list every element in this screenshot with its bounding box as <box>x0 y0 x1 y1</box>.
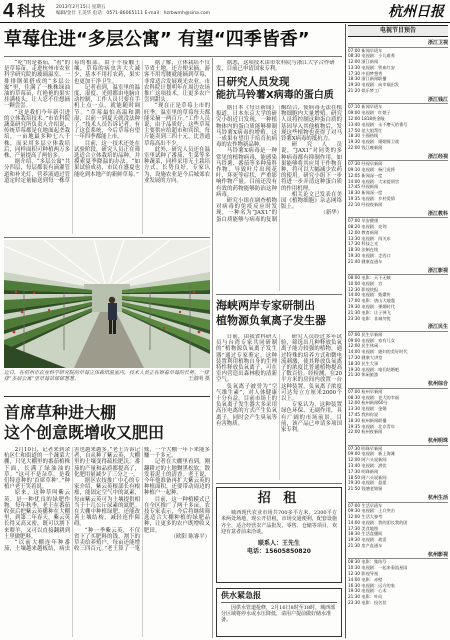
tv-program: 18:30 法制在线 <box>348 247 379 253</box>
haixia-headline-line-1: 海峡两岸专家研制出 <box>216 299 315 312</box>
paragraph: 此外，研究人员还在温室里试种了番茄、生菜等多种蔬菜，同样采用无土栽培方式，长势良好。专家认为，设施农业是今后城郊农业发展的方向。 <box>144 146 210 184</box>
tv-program: 12:00 1818黄金眼 <box>348 115 385 121</box>
tv-program: 08:30 电视剧：老大的幸福 <box>348 394 400 400</box>
tv-program: 08:00 电影：天下无贼 <box>348 275 391 280</box>
tv-program: 21:50 钱塘老娘舅 <box>348 486 383 492</box>
headline-rule <box>4 56 342 57</box>
page-header <box>0 0 450 23</box>
tv-program: 17:45 我和你说 <box>348 411 379 417</box>
tv-program: 14:00 电影：赤壁 <box>348 576 383 582</box>
caption-text: 近日，在杭州市农业科学研究院的草莓立体栽培温室内，技术人员正在察看草莓的长势。一排排“多层公寓”里草莓苗郁郁葱葱。 <box>4 370 210 383</box>
ad-top-rule <box>216 483 342 484</box>
tv-program: 14:00 电视剧：甄嬛传 <box>348 292 391 298</box>
tv-program: 19:30 电视剧：战雷 <box>348 537 387 543</box>
tv-program: 12:05 新闻深一度 <box>348 172 383 178</box>
paragraph: 研究小组在调查植物对病毒的免疫反应时发现，一种名为“JAX1”的蛋白质能够与病毒的复制酶结合，使病毒无法在植物细胞内大量增殖。研究人员将控制这种蛋白质的基因导入其他植物后，发现这些植物也获得了对马铃薯X病毒的抵抗力。 <box>216 105 342 223</box>
japan-headline-line-1: 日研究人员发现 <box>216 76 290 88</box>
tv-channel-name: 浙江经视 <box>348 154 448 162</box>
tv-channel-name: 浙江教科 <box>348 211 448 219</box>
tv-channel-name: 杭州生活 <box>348 495 448 503</box>
tv-program: 21:30 房产直通车 <box>348 543 383 549</box>
tv-program: 13:40 电视剧：潜伏 <box>348 463 387 469</box>
column-divider <box>212 58 213 638</box>
paragraph: 研究人员说，“JAX1”对同类的多种病毒都有抑制作用，如果能够将其应用于作物育种，将可以大幅减少农药的使用。研究小组下一步将进一步弄清这种蛋白质的作用机理。 <box>281 142 342 192</box>
tv-program: 21:30 休闲旅游 <box>348 372 379 378</box>
paragraph: 目前，这一技术还处在试验阶段，研究人员正在筛选适合立体栽培的品种，并摸索夏季降温的办法。“如果试验成功，市民在盛夏也能吃到本地产的新鲜草莓。” <box>74 140 140 178</box>
grass-byline: （欧阳 陈睿平） <box>170 533 210 540</box>
tv-program: 19:30 电视剧：向幸福出发 <box>348 82 400 88</box>
japan-bottom-rule <box>216 294 342 295</box>
tv-program: 12:00 民生休闲 <box>348 343 379 349</box>
tv-program: 09:10 电视剧：杨门虎将 <box>348 167 395 173</box>
tv-channel-name: 杭州影视 <box>348 552 448 560</box>
paragraph: 目前，这一种植模式已在全区推广了两千多亩。农技专家表示，今后将继续筛选适合大棚种植的绿肥品种，让更多的农户既增收又肥田。 <box>144 496 210 534</box>
tv-channel-block <box>348 40 448 94</box>
paragraph: 研究人员经过多年试验，筛选出几种释放负氧离子能力较强的植物，通过特殊的培养方式和微电流刺激，使其释放负氧离子的浓度比普通植物提高了数百倍。经检测，在20平方米的房间内放置一台这种装置，负氧离子浓度可达每立方厘米2000个以上。 <box>281 334 342 403</box>
ad-contact: 联系人：王先生 <box>257 539 300 547</box>
tv-program: 21:20 娱乐梦工厂 <box>348 88 383 94</box>
tv-program: 13:30 电视剧：铁血红安 <box>348 64 395 70</box>
paragraph: 马铃薯X病毒是一种常见的植物病毒，能感染马铃薯、番茄等多种茄科作物，导致叶片出现花叶、坏死等症状，严重影响作物产量。目前还没有有效的药物能够防治这种病毒。 <box>216 148 277 198</box>
haixia-headline-line-2: 植物源负氧离子发生器 <box>216 314 326 327</box>
tv-program: 21:30 电影：叶问 <box>348 594 383 600</box>
tv-channel-block <box>348 154 448 208</box>
tv-program: 18:30 浙江新闻联播 <box>348 76 387 82</box>
tv-program: 22:00 杭州夜新闻 <box>348 429 383 435</box>
photo-top-rule <box>4 237 210 238</box>
tv-program: 08:30 电视剧：小儿难养 <box>348 53 395 59</box>
photo-caption <box>4 370 210 390</box>
tv-program: 07:00 早安健康 <box>348 218 379 224</box>
tv-program: 18:30 民生大事 <box>348 360 379 366</box>
tv-program: 12:00 生活大参考 <box>348 514 383 520</box>
grass-article-body <box>4 447 210 637</box>
tv-channel-name: 浙江民生 <box>348 324 448 332</box>
paragraph: “这是我们今年新引进的立体栽培技术。”市农科院蔬菜研究所负责人介绍说，传统草莓都是在地面起垄栽培，一亩地最多种七八千株，而采用多层立体栽培后，同样面积可种植两万多株，产量提高了两倍多。 <box>4 109 70 160</box>
japan-article-body <box>216 105 342 291</box>
paragraph: 据介绍，“多层公寓”共分四层，每层都装有滴灌管道和补光灯，营养液通过管道定时定量输送到每一株草莓的根部。由于不接触土壤，草莓的病虫害大大减少，基本不用打农药，果实也更加干净卫生。 <box>4 60 140 184</box>
tv-program: 12:30 影视导视 <box>348 570 379 576</box>
tv-program: 07:10 新闻早班车 <box>348 104 383 110</box>
tv-program: 22:10 经视夜新闻 <box>348 201 383 207</box>
paragraph: 日前，由我省科研人员与台湾专家共同研制的“植物源负氧离子发生器”通过专家鉴定。这种装置利用植物自身的生理特性释放负氧离子，可在室内营造出森林般的清新空气。 <box>216 334 277 384</box>
paragraph: 据日本《每日新闻》报道，日本东京大学的研究小组近日发现，一种植物体内的蛋白质能够抑制马铃薯X病毒的增殖。这一成果有望用于培育抗病毒的农作物新品种。 <box>216 105 277 149</box>
tv-program: 21:40 健康直通车 <box>348 258 383 264</box>
tv-channel-block <box>348 324 448 378</box>
photo-frame <box>4 240 210 368</box>
tv-program: 18:30 杭州新闻联播 <box>348 417 387 423</box>
tv-program: 07:30 经视早新闻 <box>348 161 383 167</box>
tv-channel-block <box>348 495 448 549</box>
tv-program: 08:20 电视剧：亮剑 <box>348 223 387 229</box>
rental-ad <box>216 487 342 583</box>
tv-program: 21:30 电影：让子弹飞 <box>348 309 391 315</box>
paragraph: 据区农技推广中心的专家介绍，紫云英根部长有根瘤，能固定空气中的氮素，每亩紫云英可为土壤提供相当于十几公斤尿素的氮肥。在大棚中种植绿肥，还能改善土壤结构，减轻连作障碍。 <box>74 478 140 528</box>
lead-article-body <box>4 60 210 234</box>
water-notice <box>216 588 342 637</box>
tv-program: 07:00 新闻早班车 <box>348 47 383 53</box>
tv-program: 13:30 电视剧：闯关东 <box>348 235 391 241</box>
page-number: 4 <box>3 0 15 22</box>
tv-program: 14:00 电视剧：大宋提刑官 <box>348 178 400 184</box>
ad-title: 招 租 <box>257 491 301 506</box>
paragraph: “种一季紫云英，不仅省下了买肥料的钱，割下的草卖给养殖户，每亩还能增收三四百元。”老王算了一笔账，一个大棚一年下来能多赚一千多元。 <box>74 447 210 553</box>
tv-program: 08:30 电影：集结号 <box>348 559 387 565</box>
issue-date: 2013年2月15日 星期五 <box>56 5 106 10</box>
lead-headline: 草莓住进“多层公寓” 有望“四季皆香” <box>4 29 310 50</box>
tv-program: 12:00 阿六头说新闻 <box>348 457 387 463</box>
tv-program: 12:30 影视快报 <box>348 286 379 292</box>
tv-program: 07:00 生活早班车 <box>348 502 383 508</box>
tv-sidebar-title: 电视节目预告 <box>348 25 448 37</box>
grass-headline-line-2: 这个创意既增收又肥田 <box>4 423 165 442</box>
tv-program: 19:30 电视剧：咱们结婚吧 <box>348 366 400 372</box>
tv-program: 17:30 科技之光 <box>348 241 379 247</box>
paragraph: “吃”的是番茄，“看”的是草莓苗。走进杭州市农业科学研究院的玻璃温室，一排排钢架搭成的“多层公寓”里，住满了一株株绿油油的草莓苗，红艳艳的果实挂满枝头，让人忍不住想摘一颗尝尝。 <box>4 60 70 110</box>
tv-program: 17:00 电影：唐山大地震 <box>348 298 395 304</box>
tv-channel-name: 杭州明珠 <box>348 438 448 446</box>
tv-program: 10:00 电视剧：宫 <box>348 280 383 286</box>
tv-program: 18:50 阿六头说新闻 <box>348 474 387 480</box>
japan-headline-line-2: 能抗马铃薯X病毒的蛋白质 <box>216 90 334 101</box>
paragraph: “以前大棚连年种番茄，土壤越来越板结，病虫害也越来越多。”老王告诉记者，自从种了紫云英，大棚里的土壤变得疏松肥沃，番茄的产量和品质都提高了，化肥用量减少了三分之一。 <box>4 447 140 553</box>
tv-channel-block <box>348 211 448 265</box>
notice-title: 供水紧急报 <box>221 591 337 603</box>
tv-program: 12:00 教育新闻 <box>348 229 379 235</box>
editor-line: 编辑/金仕 王美华 电话：0571-86065111 E-mail：hzrbwmh@sina.com <box>56 11 211 16</box>
tv-channel-block <box>348 97 448 151</box>
tv-program: 14:00 电视剧：媳妇的美好时代 <box>348 349 408 355</box>
newspaper-masthead: 杭州日报 <box>388 4 444 20</box>
ad-body: 城西现代农业市场共700多平方米、2300平方米两处场地，现公开招租。市场交通便利，配套设施齐全，适合经营农产品批发、零售、仓储等项目，欢迎有意者前来洽谈。 <box>221 510 337 536</box>
greenhouse-photo <box>4 240 210 368</box>
tv-listings <box>348 40 448 606</box>
tv-program: 19:35 电视剧：北京青年 <box>348 423 395 429</box>
tv-program: 17:30 美食地图 <box>348 525 379 531</box>
tv-program: 09:00 电视剧：家有儿女 <box>348 337 395 343</box>
paragraph: 2月10日，记者来到余杭区仁和街道的一个蔬菜大棚，只见大棚里的番茄植株下面，长满了绿油油的草。“这可不是杂草，是我们特意种的‘首席草种’。”种植户老王笑着说。 <box>4 447 70 491</box>
tv-program: 17:45 经视新闻 <box>348 184 379 190</box>
paragraph: 负氧离子被誉为“空气维生素”，对人体健康十分有益。目前市场上的负氧离子发生器大多采用高压电离的方式产生负氧离子，同时会产生臭氧等有害物质。 <box>216 383 277 427</box>
paragraph: 记者看到，温室里的温度、湿度、光照都由电脑自动控制，工作人员只要在手机上点一点，就能随时调节。“草莓最怕高温和潮湿，以前一到夏天就没法种了。”技术人员告诉记者，有了这套系统，今后草莓有望一年四季都能上市。 <box>74 84 140 141</box>
paragraph: 原来，这种草叫紫云英，是一种优良的绿肥作物。每年秋季，老王在番茄收获后把紫云英播种在大棚里，到第二年春天，紫云英长得又高又密，既可以割下来喂羊，又可以直接翻耕到土里做肥料。 <box>4 490 70 540</box>
tv-program: 19:30 电视剧：裸婚时代 <box>348 303 395 309</box>
ad-phone: 电话：15605850820 <box>247 547 311 555</box>
tv-program: 13:40 电视剧：永不磨灭的番号 <box>348 121 408 127</box>
japan-byline: （新华） <box>320 210 342 217</box>
photo-credit: 王淑明 摄 <box>188 376 210 383</box>
tv-program: 18:30 新闻深一度 <box>348 190 383 196</box>
tv-channel-name: 杭州综合 <box>348 381 448 389</box>
paragraph: 据了解，立体栽培不仅节省土地，还方便采摘，游客不用弯腰就能摘到草莓，非常适合发展观光农业。市农科院计划明年在周边农场推广这项技术，让更多农户尝到甜头。 <box>144 60 210 104</box>
tv-program: 22:00 钱江晚新闻 <box>348 144 383 150</box>
tv-channel-block <box>348 381 448 435</box>
tv-channel-block <box>348 268 448 322</box>
tv-program: 14:00 电视剧：我的团长我的团 <box>348 519 408 525</box>
haixia-article-body <box>216 334 342 480</box>
tv-program: 07:30 明珠早新闻 <box>348 445 383 451</box>
tv-program: 19:35 电视剧：乡村爱情 <box>348 196 395 202</box>
tv-program: 07:00 杭州早新闻 <box>348 388 383 394</box>
paragraph: 记者在大棚里看到，刚翻耕过的土地黝黑松软，散发着泥土的清香。老王说，今年他准备再扩大紫云英的种植面积，还要带动周边的种植户一起种。 <box>144 459 210 497</box>
tv-program: 19:30 电视剧：婚姻保卫战 <box>348 139 400 145</box>
tv-channel-name: 浙江卫视 <box>348 40 448 48</box>
tv-program: 23:30 电影：非诚勿扰 <box>348 315 391 321</box>
lead-article-tail: 据悉，这项技术由市农科院与浙江大学合作研发，目前已申请国家专利。 <box>216 60 335 73</box>
tv-program: 16:30 电视剧：远方的家 <box>348 582 395 588</box>
tv-program: 19:30 电视剧：走西口 <box>348 252 391 258</box>
tv-program: 09:30 电视剧：士兵突击 <box>348 508 395 514</box>
tv-program: 10:30 电视剧：一起来看流星雨 <box>348 565 408 571</box>
tv-program: 23:30 电影：投名状 <box>348 599 387 605</box>
paragraph: 专家认为，这种装置绿色环保、无副作用，具有广阔的市场前景。目前，该产品已申请多项国家专利。 <box>281 402 342 434</box>
tv-program: 09:00 电视剧：新上海滩 <box>348 451 395 457</box>
tv-program: 07:00 民生早新闻 <box>348 331 383 337</box>
tv-program: 19:30 电视剧：悬崖 <box>348 480 387 486</box>
tv-program: 17:50 范大姐帮忙 <box>348 127 383 133</box>
tv-program: 19:30 电视剧：心术 <box>348 588 387 594</box>
grass-headline-line-1: 首席草种进大棚 <box>4 403 117 422</box>
section-rule <box>4 396 210 397</box>
tv-channel-block <box>348 438 448 492</box>
sidebar-divider <box>345 24 346 638</box>
tv-program: 17:30 健康大讲堂 <box>348 355 383 361</box>
tv-program: 09:00 电视剧：红娘子 <box>348 110 391 116</box>
tv-sidebar <box>348 25 448 637</box>
paragraph: “现在正是草莓上市的旺季，温室里的草莓每天都能采摘一两百斤。”工作人员说，由于品质好，这些草莓主要供应给超市和宾馆，每斤能卖到三四十元，比普通草莓高出不少。 <box>144 103 210 147</box>
tv-program: 17:30 明珠新闻 <box>348 468 379 474</box>
tv-program: 17:30 中国梦想秀 <box>348 70 383 76</box>
section-title: 科技 <box>17 4 45 20</box>
edition-info <box>56 5 286 17</box>
notice-body: 因供水管道抢修，2月16日8时至18时，城西部分区域将停水或水压降低，请用户提前做好储水准备。 <box>221 605 336 624</box>
tv-program: 12:00 浙江新闻 <box>348 59 379 65</box>
paragraph: 相关论文已发表在美国《植物细胞》杂志网络版上。 <box>281 191 342 211</box>
tv-channel-name: 浙江影视 <box>348 268 448 276</box>
tv-program: 12:00 杭州新闻60分 <box>348 400 388 406</box>
tv-program: 13:30 电视剧：金婚 <box>348 406 387 412</box>
tv-program: 18:30 生活直播间 <box>348 531 383 537</box>
tv-channel-block <box>348 552 448 606</box>
tv-channel-name: 浙江钱江 <box>348 97 448 105</box>
tv-program: 18:30 小强热线 <box>348 133 379 139</box>
